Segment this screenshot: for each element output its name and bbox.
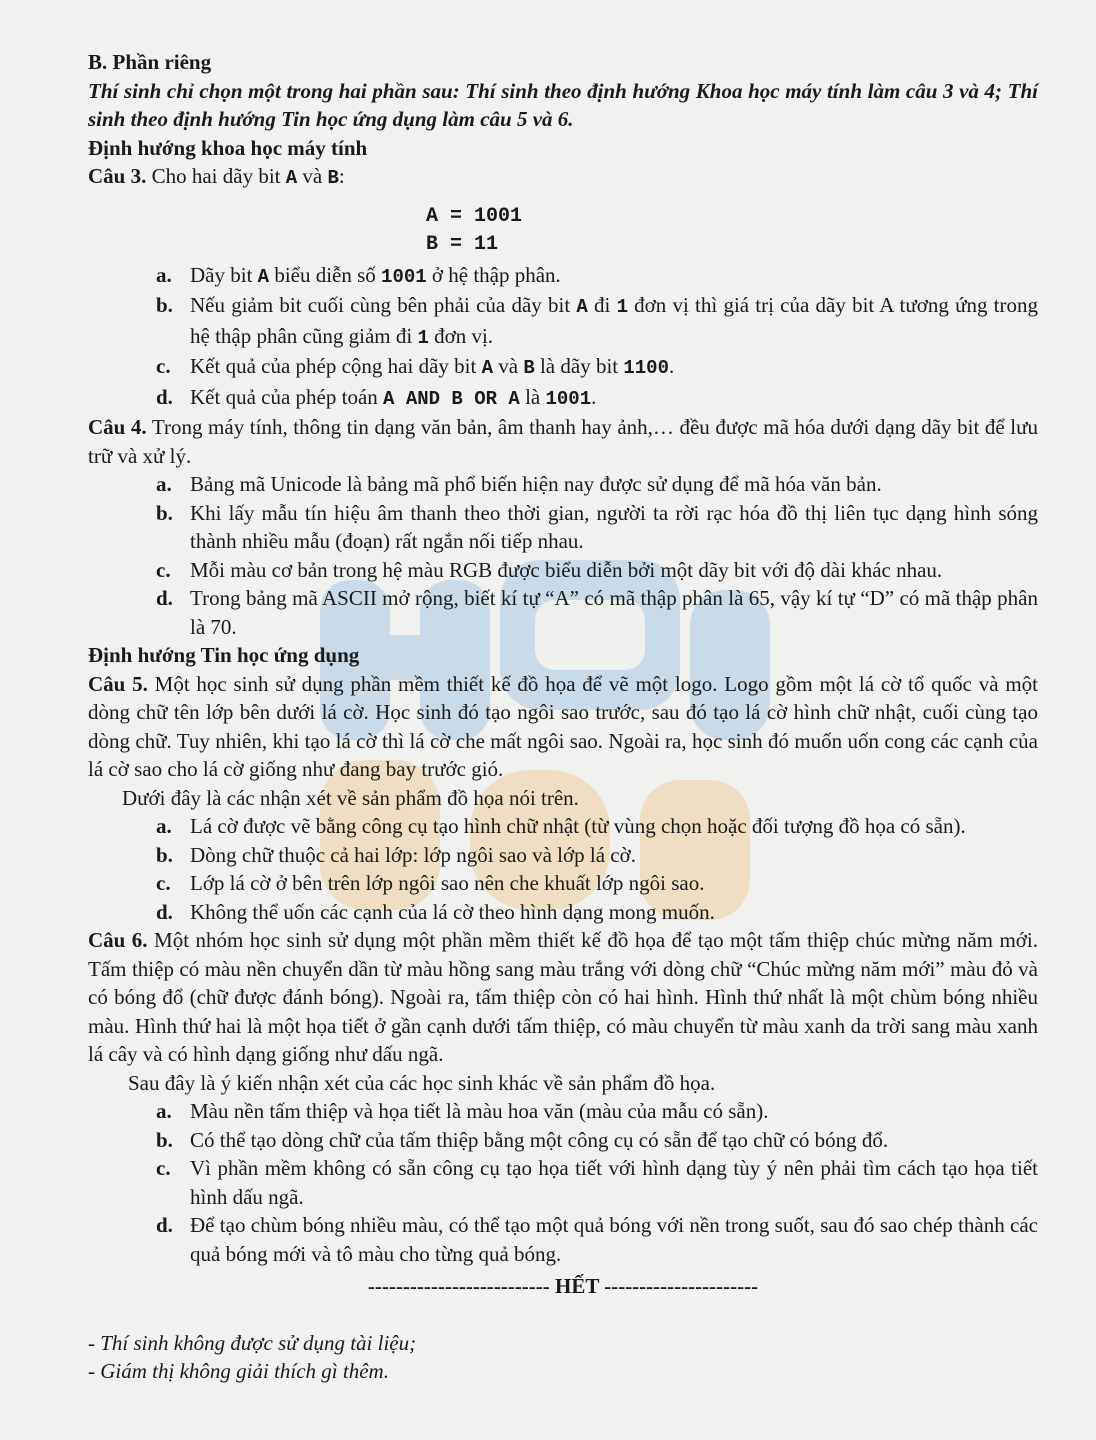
q5-option-d: d. Không thể uốn các cạnh của lá cờ theo hình dạng mong muốn.	[156, 899, 715, 924]
q6-lead: Sau đây là ý kiến nhận xét của các học sinh khác về sản phẩm đồ họa.	[128, 1070, 716, 1095]
q3-option-c: c. Kết quả của phép cộng hai dãy bit A và B là dãy bit 1100.	[156, 354, 675, 379]
q5-label: Câu 5.	[88, 671, 148, 696]
q3-option-b: b. Nếu giảm bit cuối cùng bên phải của dãy bit A đi 1 đơn vị thì giá trị của dãy bit A tương ứng trong hệ thập phân cũng giảm đi 1 đơn vị.	[156, 293, 1038, 349]
q6-option-c: c. Vì phần mềm không có sẵn công cụ tạo họa tiết với hình dạng tùy ý nên phải tìm cách tạo họa tiết hình dấu ngã.	[156, 1156, 1038, 1209]
note-no-materials: - Thí sinh không được sử dụng tài liệu;	[88, 1331, 417, 1355]
q4-label: Câu 4.	[88, 415, 147, 439]
equation-b: B = 11	[426, 232, 499, 256]
q4-option-c: c. Mỗi màu cơ bản trong hệ màu RGB được biểu diễn bởi một dãy bit với độ dài khác nhau.	[156, 557, 943, 582]
q6-stem: Câu 6. Một nhóm học sinh sử dụng một phần mềm thiết kế đồ họa để tạo một tấm thiệp chúc mừng năm mới. Tấm thiệp có màu nền chuyển dần từ màu hồng sang màu trắng với dòng chữ “Chúc mừng năm mới” màu đỏ và có bóng đổ (chữ được đánh bóng). Ngoài ra, tấm thiệp còn có hai hình. Hình thứ nhất là một chùm bóng nhiều màu. Hình thứ hai là một họa tiết ở gần cạnh dưới tấm thiệp, có màu chuyển từ màu xanh da trời sang màu xanh lá cây và có hình dạng giống như dấu ngã.	[88, 928, 1038, 1066]
q3-label: Câu 3.	[88, 164, 147, 188]
track1-title: Định hướng khoa học máy tính	[88, 135, 368, 160]
q6-option-d: d. Để tạo chùm bóng nhiều màu, có thể tạo một quả bóng với nền trong suốt, sau đó sao chép thành các quả bóng mới và tô màu cho từng quả bóng.	[156, 1213, 1038, 1266]
track2-title: Định hướng Tin học ứng dụng	[88, 643, 360, 667]
q5-option-b: b. Dòng chữ thuộc cả hai lớp: lớp ngôi sao và lớp lá cờ.	[156, 842, 636, 867]
q6-option-a: a. Màu nền tấm thiệp và họa tiết là màu hoa văn (màu của mẫu có sẵn).	[156, 1099, 769, 1123]
q6-option-b: b. Có thể tạo dòng chữ của tấm thiệp bằng một công cụ có sẵn để tạo chữ có bóng đổ.	[156, 1127, 889, 1152]
section-title: B. Phần riêng	[88, 50, 212, 74]
q3-equations	[88, 203, 1038, 259]
q5-option-c: c. Lớp lá cờ ở bên trên lớp ngôi sao nên che khuất lớp ngôi sao.	[156, 871, 705, 895]
q6-label: Câu 6.	[88, 928, 148, 952]
q5-lead: Dưới đây là các nhận xét về sản phẩm đồ họa nói trên.	[122, 785, 579, 810]
q4-stem: Câu 4. Trong máy tính, thông tin dạng văn bản, âm thanh hay ảnh,… đều được mã hóa dưới dạng dãy bit để lưu trữ và xử lý.	[88, 415, 1038, 468]
q3-option-d: d. Kết quả của phép toán A AND B OR A là 1001.	[156, 384, 597, 410]
q4-option-a: a. Bảng mã Unicode là bảng mã phổ biến hiện nay được sử dụng để mã hóa văn bản.	[156, 472, 882, 496]
q3-stem: Câu 3. Cho hai dãy bit A và B:	[88, 164, 345, 189]
exam-page	[88, 48, 1038, 1385]
q5-stem: Câu 5. Một học sinh sử dụng phần mềm thiết kế đồ họa để vẽ một logo. Logo gồm một lá cờ tổ quốc và một dòng chữ tên lớp bên dưới lá cờ. Học sinh đó tạo ngôi sao trước, sau đó tạo lá cờ hình chữ nhật, cuối cùng tạo dòng chữ. Tuy nhiên, khi tạo lá cờ thì lá cờ che mất ngôi sao. Ngoài ra, học sinh đó muốn uốn cong các cạnh của lá cờ sao cho lá cờ giống như đang bay trước gió.	[88, 671, 1038, 781]
equation-a: A = 1001	[426, 204, 523, 228]
q3-option-a: a. Dãy bit A biểu diễn số 1001 ở hệ thập phân.	[156, 262, 561, 288]
q4-option-d: d. Trong bảng mã ASCII mở rộng, biết kí tự “A” có mã thập phân là 65, vậy kí tự “D” có mã thập phân là 70.	[156, 586, 1038, 639]
q5-option-a: a. Lá cờ được vẽ bằng công cụ tạo hình chữ nhật (từ vùng chọn hoặc đối tượng đồ họa có sẵn).	[156, 814, 966, 838]
end-marker: -------------------------- HẾT ----------------------	[367, 1274, 759, 1298]
instruction-text: Thí sinh chỉ chọn một trong hai phần sau: Thí sinh theo định hướng Khoa học máy tính làm câu 3 và 4; Thí sinh theo định hướng Tin học ứng dụng làm câu 5 và 6.	[88, 78, 1038, 131]
note-no-explanation: - Giám thị không giải thích gì thêm.	[88, 1359, 389, 1383]
q4-option-b: b. Khi lấy mẫu tín hiệu âm thanh theo thời gian, người ta rời rạc hóa đồ thị liên tục dạng hình sóng thành nhiều mẫu (đoạn) rất ngắn nối tiếp nhau.	[156, 500, 1038, 553]
